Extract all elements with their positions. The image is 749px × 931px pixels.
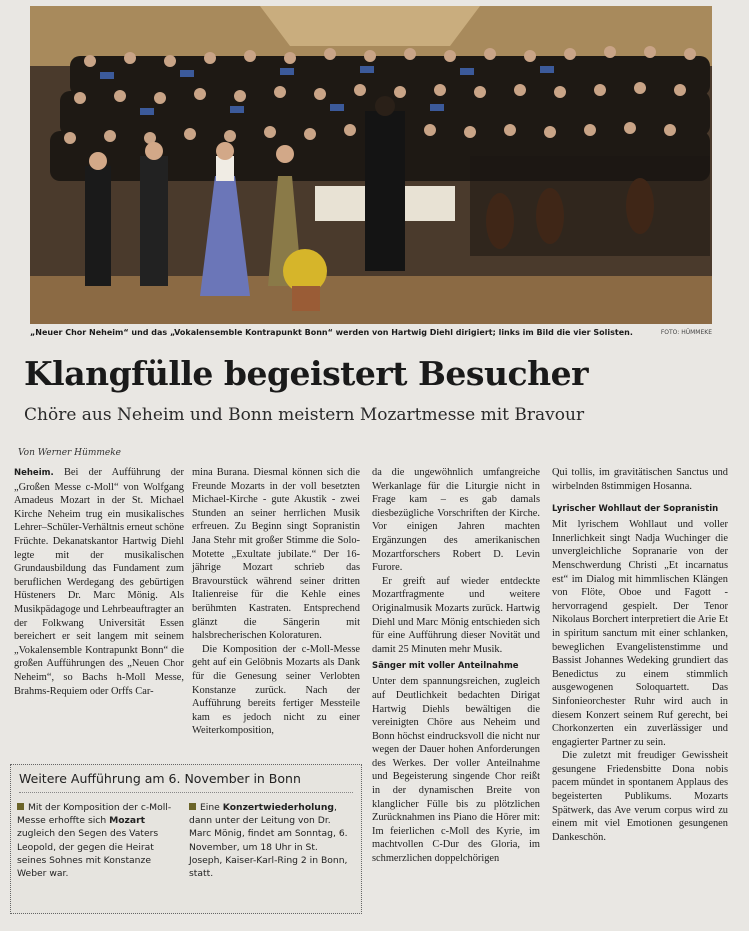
- paragraph: Die zuletzt mit freudiger Gewissheit gesungene Friedensbitte Dona nobis pacem mündet in spontanem Applaus des begeisterten Publikums. Mozarts Spätwerk, das Ave verum corpus wird zu einem mit viel Emotionen gesungenen Dankeschön.: [552, 750, 728, 843]
- article-column-1: [14, 466, 184, 698]
- concert-photo-illustration: [30, 6, 712, 324]
- info-box-title: Weitere Aufführung am 6. November in Bonn: [19, 771, 301, 786]
- info-box: [10, 764, 362, 914]
- divider: [19, 792, 353, 793]
- paragraph: Bei der Aufführung der „Großen Messe c-Moll“ von Wolfgang Amadeus Mozart in der St. Michael Kirche Neheim trug ein musikalisches Lehrer–Schüler-Verhältnis erneut schöne Früchte. Dekanatskantor Hartwig Diehl legte mit der musikalischen Grundausbildung das Fundament zum beruflichen Werdegang des gebürtigen Hüsteners Dr. Marc Mönig. Als Musikpädagoge und Lehrbeauftragter an der Folkwang Universität Essen bereichert er seit langem mit seinem „Vokalensemble Kontrapunkt Bonn“ die großen Aufführungen des „Neuen Chor Neheim“, so Bachs h-Moll Messe, Brahms-Requiem oder Orffs Car-: [14, 467, 185, 697]
- article-headline: Klangfülle begeistert Besucher: [24, 354, 588, 393]
- paragraph: Qui tollis, im gravitätischen Sanctus und wirbelnden 8stimmigen Hosanna.: [552, 467, 728, 492]
- info-text-bold: Mozart: [109, 815, 146, 827]
- photo-caption: „Neuer Chor Neheim“ und das „Vokalensemble Kontrapunkt Bonn“ werden von Hartwig Diehl dirigiert; links im Bild die vier Solisten.: [30, 328, 633, 337]
- article-subheadline: Chöre aus Neheim und Bonn meistern Mozartmesse mit Bravour: [24, 405, 585, 425]
- paragraph: Die Komposition der c-Moll-Messe geht auf ein Gelöbnis Mozarts als Dank für die Genesung seiner Verlobten Konstanze zurück. Nach der Aufführung bereits fertiger Messteile kam es jedoch nicht zu einer Weiterkomposition,: [192, 643, 360, 737]
- section-subhead: Lyrischer Wohllaut der Sopranistin: [552, 504, 719, 515]
- article-column-2: [192, 466, 360, 738]
- paragraph: Er greift auf wieder entdeckte Mozartfragmente und weitere Originalmusik Mozarts zurück. Hartwig Diehl und Marc Mönig entschieden sich für eine Aufführung dieser Novität und damit 25 Minuten mehr Musik.: [372, 575, 540, 655]
- concert-photo: [30, 6, 712, 324]
- paragraph: Unter dem spannungsreichen, zugleich auf Deutlichkeit bedachten Dirigat Hartwig Diehls bewältigen die vereinigten Chöre aus Neheim und Bonn höchst eindrucksvoll die nicht nur wegen der Dauer hohen Anforderungen des Werkes. Der voller Anteilnahme und Begeisterung singende Chor reißt in der dynamischen Breite von klanglicher Fülle bis zu plötzlichen Zurücknahmen ins Piano die Hörer mit: Im feierlichen c-Moll des Kyrie, im machtvollen C-Dur des Gloria, im schmerzlichen doppelchörigen: [372, 676, 540, 865]
- info-text: zugleich den Segen des Vaters Leopold, der gegen die Heirat seines Sohnes mit Konstanze Weber war.: [17, 828, 159, 880]
- paragraph: da die ungewöhnlich umfangreiche Werkanlage für die Liturgie nicht in Frage kam – es gab damals diesbezügliche Vorschriften der Kirche. Vor einigen Jahren machten Ergänzungen des amerikanischen Mozartforschers Robert D. Levin Furore.: [372, 467, 540, 574]
- section-subhead: Sänger mit voller Anteilnahme: [372, 661, 519, 672]
- paragraph: mina Burana. Diesmal können sich die Freunde Mozarts in der voll besetzten Michael-Kirche - gute Akustik - zwei Stunden an seiner herrlichen Musik erfreuen. Zu Beginn singt Sopranistin Jana Stehr mit großer Stimme die Solo-Motette „Exultate jubilate.“ Der 16-jährige Mozart schrieb das Bravourstück während seiner dritten Italienreise für die Kehle eines berühmten Kastraten. Entsprechend glänzt die Sängerin mit halsbrecherischen Koloraturen.: [192, 467, 360, 642]
- paragraph: Mit lyrischem Wohllaut und voller Innerlichkeit singt Nadja Wuchinger die unvergleichliche Sopranarie von der Menschwerdung Christi „Et incarnatus est“ im Dialog mit himmlischen Klängen von Flöte, Oboe und Fagott - hervorragend gespielt. Der Tenor Nikolaus Borchert interpretiert die Arie Et in spiritum sanctum mit einer schlanken, beweglichen Evangelistenstimme und Bassist Johannes Wedeking grundiert das Benedictus zu einem stimmlich ausgewogenen Soloquartett. Das Sinfonieorchester Ruhr wird auch in diesem Konzert seinem Ruf gerecht, bei Chorkonzerten ein zuverlässiger und engagierter Partner zu sein.: [552, 519, 728, 748]
- article-column-4: [552, 466, 728, 844]
- dateline: Neheim.: [14, 468, 54, 478]
- article-byline: Von Werner Hümmeke: [18, 448, 121, 458]
- info-text: , dann unter der Leitung von Dr. Marc Mönig, findet am Sonntag, 6. November, um 18 Uhr in St. Joseph, Kaiser-Karl-Ring 2 in Bonn, statt.: [189, 802, 348, 880]
- square-bullet-icon: [17, 803, 24, 810]
- info-text: Eine: [200, 802, 223, 813]
- square-bullet-icon: [189, 803, 196, 810]
- photo-credit: FOTO: HÜMMEKE: [660, 329, 712, 336]
- info-text-bold: Konzertwiederholung: [222, 802, 334, 813]
- info-box-left: [17, 801, 175, 880]
- info-text: Mit der Komposition der c-Moll-Messe erhoffte sich: [17, 802, 172, 827]
- article-column-3: [372, 466, 540, 866]
- info-box-right: [189, 801, 349, 880]
